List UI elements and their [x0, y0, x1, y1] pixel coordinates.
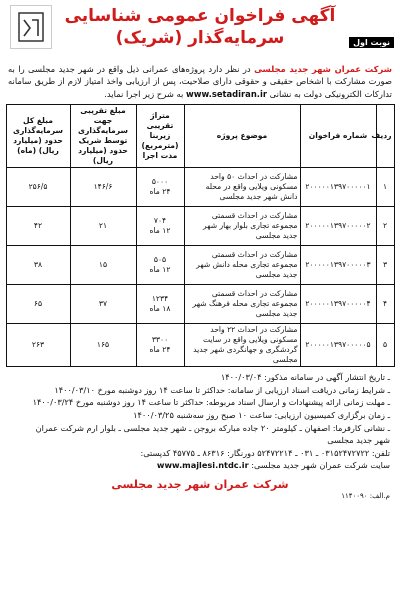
note-website [10, 459, 390, 472]
area-duration [136, 285, 184, 324]
website-link[interactable]: www.majlesi.ntdc.ir [156, 460, 249, 471]
area-value: ۳۳۰۰ [151, 335, 169, 345]
partner-amount: ۳۷ [70, 285, 136, 324]
tender-code: ۲۰۰۰۰۰۱۳۹۷۰۰۰۰۰۳ [300, 246, 376, 285]
area-duration [136, 324, 184, 367]
project-subject: مشارکت در احداث ۵۰ واحد مسکونی ویلایی واقع در محله دانش شهر جدید مجلسی [184, 168, 300, 207]
total-amount: ۲۵۶/۵ [6, 168, 70, 207]
tender-code: ۲۰۰۰۰۰۱۳۹۷۰۰۰۰۰۲ [300, 207, 376, 246]
intro-org: شرکت عمران شهر جدید مجلسی [254, 64, 392, 74]
note-address-cont: شهر جدید مجلسی [327, 435, 390, 446]
tender-code: ۲۰۰۰۰۰۱۳۹۷۰۰۰۰۰۵ [300, 324, 376, 367]
partner-amount: ۱۴۶/۶ [70, 168, 136, 207]
duration-value: ۱۲ ماه [149, 265, 171, 275]
note-proposal-deadline: ـ مهلت زمانی ارائه پیشنهادات و ارسال اسناد مربوطه: حداکثر تا ساعت ۱۴ روز دوشنبه مورخ ۱۴۰۰/۰۳/۲۴ [32, 397, 390, 408]
table-row [6, 168, 394, 207]
area-value: ۱۲۳۴ [151, 294, 169, 304]
note-document-deadline: ـ شرایط زمانی دریافت اسناد ارزیابی از سامانه: حداکثر تا ساعت ۱۴ روز دوشنبه مورخ ۱۴۰۰/۰۳/۱۰ [54, 384, 390, 395]
note-contact: تلفن: ۰۳۱۵۲۴۷۲۷۲۲ ـ ۰۳۱ ـ ۵۲۴۷۲۲۱۴ دورنگار: ۸۶۳۱۶ ـ ۴۵۷۷۵ کدپستی: [140, 447, 390, 458]
announcement-badge: نوبت اول [349, 37, 394, 48]
partner-amount: ۲۱ [70, 207, 136, 246]
website-label: سایت شرکت عمران شهر جدید مجلسی: [248, 460, 390, 471]
project-subject: مشارکت در احداث قسمتی مجموعه تجاری محله دانش شهر جدید مجلسی [184, 246, 300, 285]
area-duration [136, 168, 184, 207]
total-amount: ۴۲ [6, 207, 70, 246]
page-subtitle: سرمایه‌گذار (شریک) [115, 28, 285, 48]
total-amount: ۳۸ [6, 246, 70, 285]
page-title: آگهی فراخوان عمومی شناسایی [64, 6, 336, 26]
project-subject: مشارکت در احداث قسمتی مجموعه تجاری محله فرهنگ شهر جدید مجلسی [184, 285, 300, 324]
duration-value: ۱۲ ماه [149, 226, 171, 236]
col-code: شماره فراخوان [300, 105, 376, 168]
logo-icon [16, 10, 46, 44]
intro-text-1: در نظر دارد پروژه‌های عمرانی ذیل واقع در شهر جدید مجلسی را به صورت مشارکت با اشخاص حقیقی و حقوقی دارای صلاحیت، پس از ارزیابی واخذ امتیاز لازم از طریق سامانه تدارکات الکترونیکی دولت به نشانی [8, 64, 392, 99]
row-number: ۱ [376, 168, 394, 207]
duration-value: ۱۸ ماه [149, 304, 171, 314]
area-value: ۵۰۵ [153, 255, 167, 265]
table-header-row [6, 105, 394, 168]
tender-code: ۲۰۰۰۰۰۱۳۹۷۰۰۰۰۰۱ [300, 168, 376, 207]
reference-number: م.الف: ۱۱۴۰۰۹۰ [341, 491, 390, 500]
row-number: ۴ [376, 285, 394, 324]
row-number: ۲ [376, 207, 394, 246]
setad-link[interactable]: www.setadiran.ir [186, 88, 267, 99]
area-value: ۷۰۴ [153, 216, 167, 226]
note-address: ـ نشانی کارفرما: اصفهان ـ کیلومتر ۲۰ جاده مبارکه بروجن ـ شهر جدید مجلسی ـ بلوار ارم شرکت عمران [35, 422, 390, 433]
area-duration [136, 207, 184, 246]
col-partner-share: مبلغ تقریبی جهت سرمایه‌گذاری توسط شریک حدود (میلیارد ریال) [70, 105, 136, 168]
table-row [6, 207, 394, 246]
project-subject: مشارکت در احداث ۲۲ واحد مسکونی ویلایی واقع در سایت گردشگری و جهانگردی شهر جدید مجلسی [184, 324, 300, 367]
notes-section [4, 367, 396, 472]
row-number: ۳ [376, 246, 394, 285]
intro-paragraph [4, 63, 396, 100]
header [4, 3, 396, 63]
area-duration [136, 246, 184, 285]
col-row: ردیف [376, 105, 394, 168]
table-row [6, 246, 394, 285]
col-total: مبلغ کل سرمایه‌گذاری حدود (میلیارد ریال) (ماه) [6, 105, 70, 168]
total-amount: ۲۶۳ [6, 324, 70, 367]
intro-text-2: به شرح زیر اجرا نماید. [104, 88, 186, 99]
tender-code: ۲۰۰۰۰۰۱۳۹۷۰۰۰۰۰۴ [300, 285, 376, 324]
projects-table [6, 104, 395, 367]
note-publish-date: ـ تاریخ انتشار آگهی در سامانه مذکور: ۱۴۰۰/۰۳/۰۴ [220, 372, 390, 383]
table-row [6, 285, 394, 324]
footer-organization: شرکت عمران شهر جدید مجلسی [111, 477, 289, 491]
duration-value: ۲۴ ماه [149, 187, 171, 197]
col-subject: موضوع پروژه [184, 105, 300, 168]
note-commission-time: ـ زمان برگزاری کمیسیون ارزیابی: ساعت ۱۰ صبح روز سه‌شنبه ۱۴۰۰/۰۳/۲۵ [133, 410, 390, 420]
duration-value: ۲۴ ماه [149, 345, 171, 355]
area-value: ۵۰۰۰ [151, 177, 169, 187]
partner-amount: ۱۶۵ [70, 324, 136, 367]
row-number: ۵ [376, 324, 394, 367]
partner-amount: ۱۵ [70, 246, 136, 285]
col-area: متراژ تقریبی زیربنا (مترمربع) مدت اجرا [136, 105, 184, 168]
table-row [6, 324, 394, 367]
project-subject: مشارکت در احداث قسمتی مجموعه تجاری بلوار بهار شهر جدید مجلسی [184, 207, 300, 246]
company-logo [10, 5, 52, 49]
total-amount: ۶۵ [6, 285, 70, 324]
